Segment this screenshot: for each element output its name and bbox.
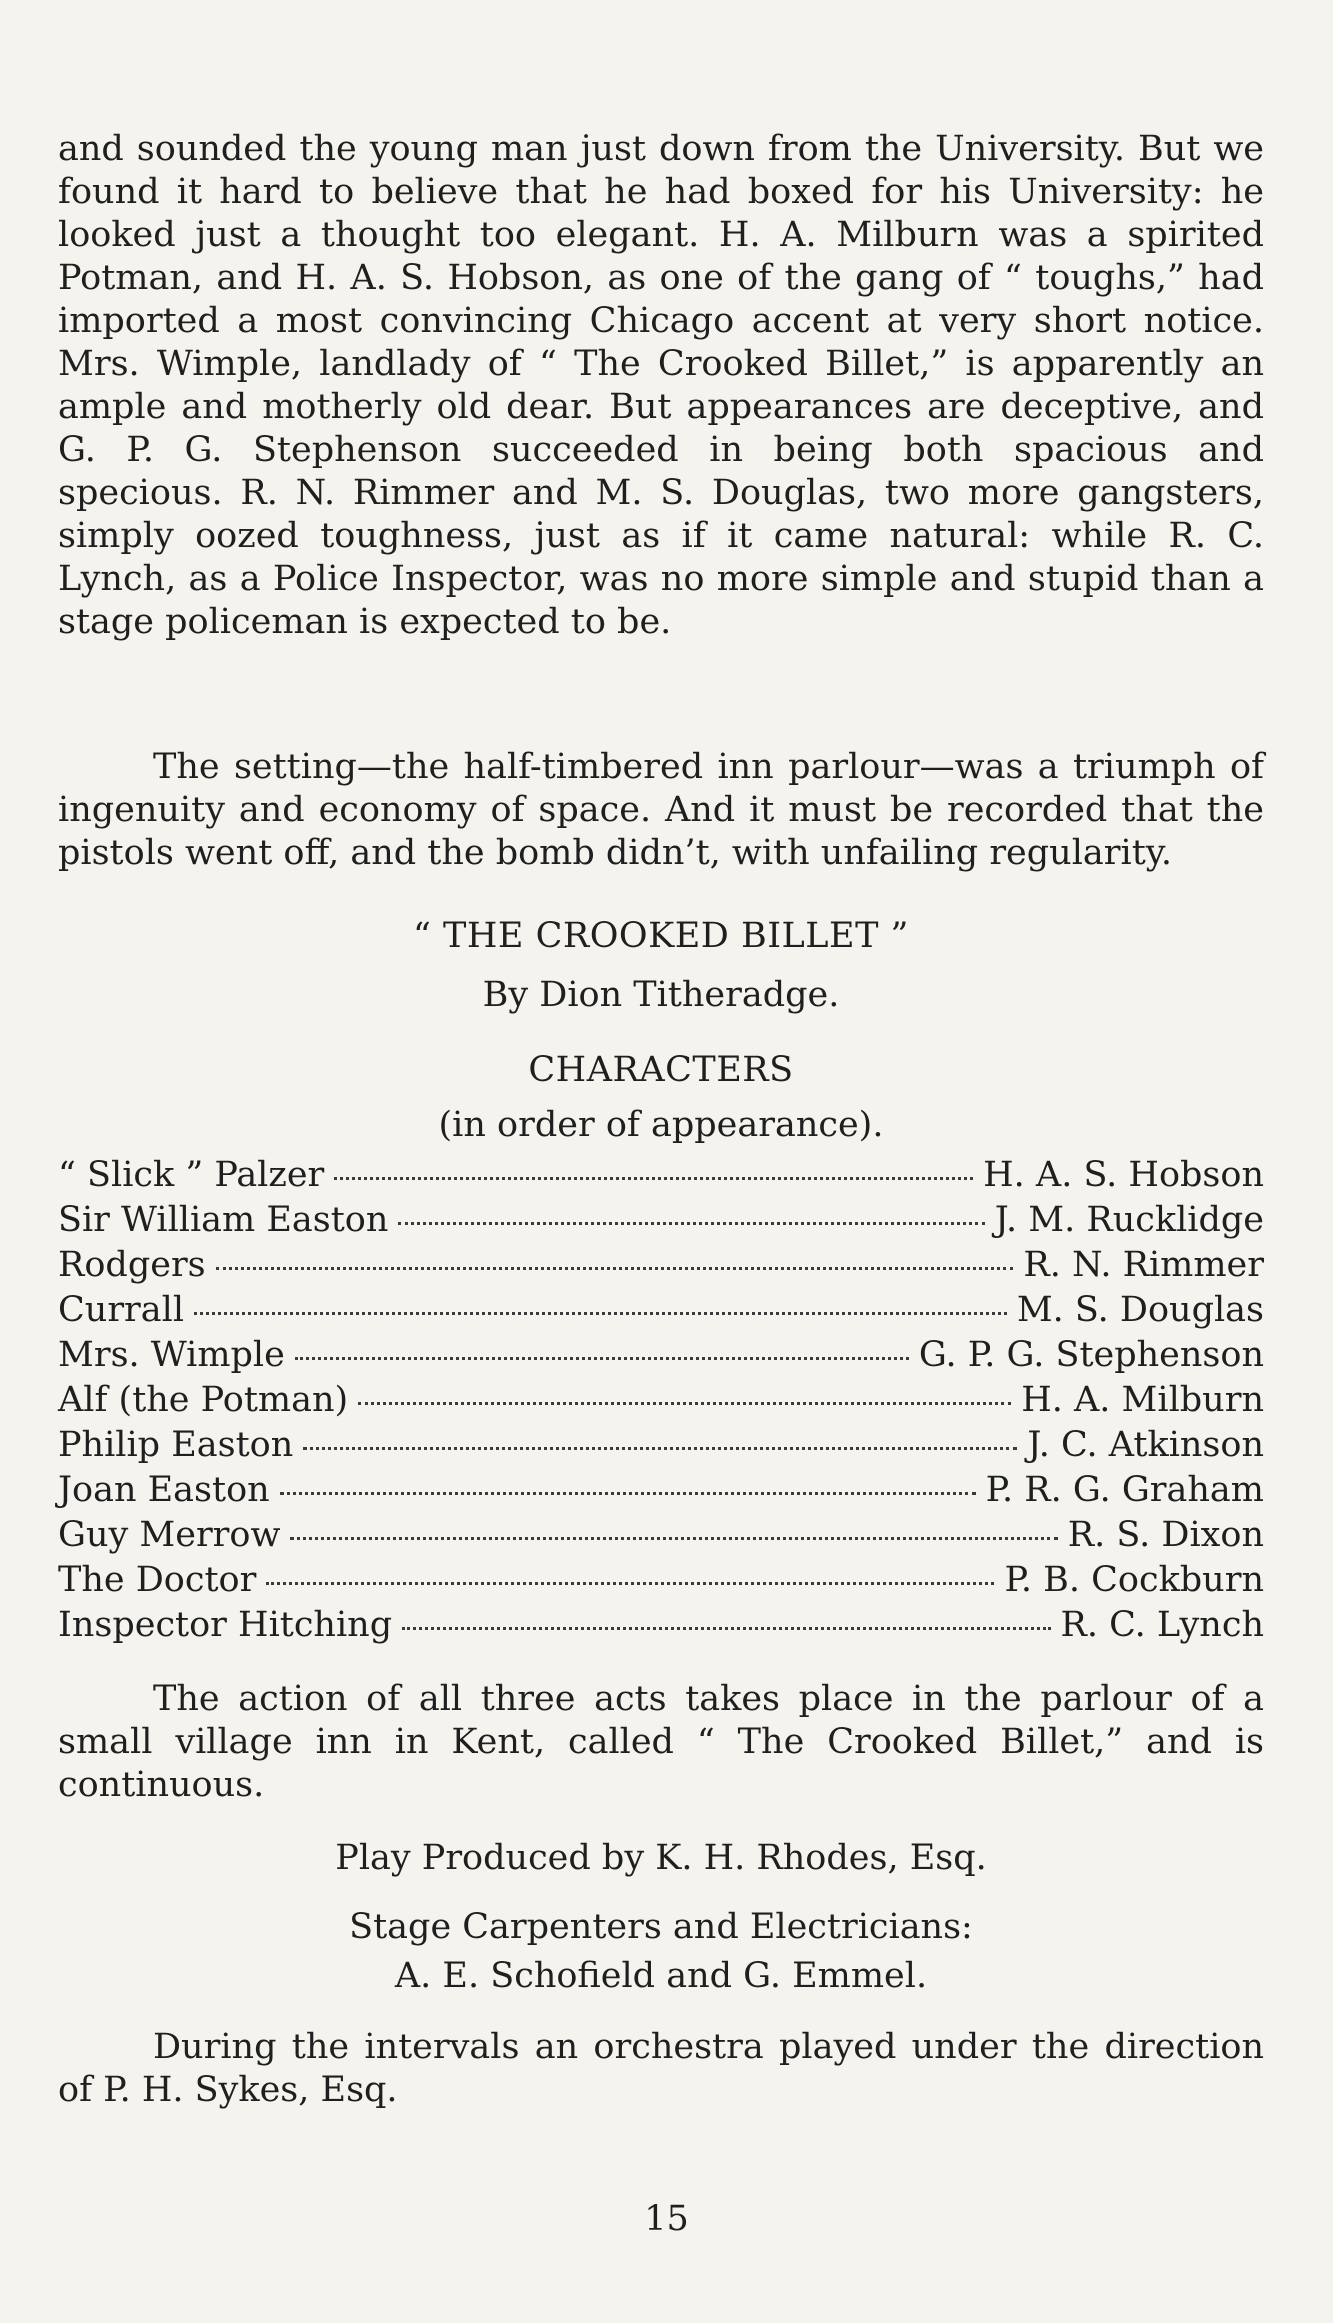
cast-role: Alf (the Potman)	[58, 1380, 349, 1420]
stage-crew-heading: Stage Carpenters and Electricians:	[349, 1907, 973, 1947]
paragraph-setting: The setting—the half-timbered inn parlour—was a triumph of ingenuity and economy of space. And it must be recorded that the pistols went off, and the bomb didn’t, with unfailing regularity.	[58, 747, 1264, 873]
cast-role: Currall	[58, 1290, 185, 1330]
cast-row	[58, 1198, 1264, 1243]
leader-dots	[290, 1537, 1057, 1540]
cast-row	[58, 1423, 1264, 1468]
leader-dots	[402, 1627, 1050, 1630]
cast-actor: P. R. G. Graham	[985, 1470, 1264, 1510]
cast-row	[58, 1513, 1264, 1558]
leader-dots	[303, 1447, 1017, 1450]
stage-crew-names: A. E. Schofield and G. Emmel.	[394, 1956, 928, 1996]
cast-row	[58, 1333, 1264, 1378]
cast-role: Mrs. Wimple	[58, 1335, 285, 1375]
cast-actor: H. A. S. Hobson	[983, 1155, 1264, 1195]
cast-role: Philip Easton	[58, 1425, 294, 1465]
paragraph-review-continued: and sounded the young man just down from the University. But we found it hard to believe that he had boxed for his University: he looked just a thought too elegant. H. A. Milburn was a spirited Potman, and H. A. S. Hobson, as one of the gang of “ toughs,” had imported a most convincing Chicago accent at very short notice. Mrs. Wimple, landlady of “ The Crooked Billet,” is apparently an ample and motherly old dear. But appearances are deceptive, and G. P. G. Stephenson succeeded in being both spacious and specious. R. N. Rimmer and M. S. Douglas, two more gangsters, simply oozed toughness, just as if it came natural: while R. C. Lynch, as a Police Inspector, was no more simple and stupid than a stage policeman is expected to be.	[58, 129, 1264, 642]
cast-role: Guy Merrow	[58, 1515, 281, 1555]
cast-role: Joan Easton	[58, 1470, 270, 1510]
paragraph-action: The action of all three acts takes place in the parlour of a small village inn in Kent, called “ The Crooked Billet,” and is continuous.	[58, 1679, 1264, 1805]
cast-role: The Doctor	[58, 1560, 257, 1600]
cast-actor: R. S. Dixon	[1067, 1515, 1264, 1555]
page-body	[58, 128, 1264, 2112]
leader-dots	[398, 1222, 984, 1225]
cast-role: “ Slick ” Palzer	[58, 1155, 325, 1195]
play-title: “ THE CROOKED BILLET ”	[413, 916, 909, 956]
cast-actor: R. N. Rimmer	[1023, 1245, 1264, 1285]
leader-dots	[358, 1402, 1011, 1405]
page-number: 15	[644, 2199, 689, 2239]
cast-row	[58, 1558, 1264, 1603]
order-note: (in order of appearance).	[438, 1105, 884, 1145]
play-author: By Dion Titheradge.	[482, 975, 840, 1015]
cast-role: Rodgers	[58, 1245, 206, 1285]
paragraph-orchestra: During the intervals an orchestra played under the direction of P. H. Sykes, Esq.	[58, 2027, 1264, 2110]
cast-actor: H. A. Milburn	[1021, 1380, 1264, 1420]
leader-dots	[266, 1582, 994, 1585]
cast-actor: J. C. Atkinson	[1027, 1425, 1264, 1465]
cast-role: Inspector Hitching	[58, 1605, 393, 1645]
cast-role: Sir William Easton	[58, 1200, 389, 1240]
producer-credit: Play Produced by K. H. Rhodes, Esq.	[335, 1838, 987, 1878]
characters-heading: CHARACTERS	[528, 1050, 794, 1090]
cast-row	[58, 1288, 1264, 1333]
cast-actor: G. P. G. Stephenson	[918, 1335, 1264, 1375]
cast-actor: P. B. Cockburn	[1004, 1560, 1264, 1600]
leader-dots	[334, 1177, 973, 1180]
cast-actor: R. C. Lynch	[1060, 1605, 1264, 1645]
leader-dots	[295, 1357, 909, 1360]
cast-row	[58, 1243, 1264, 1288]
leader-dots	[280, 1492, 976, 1495]
cast-actor: J. M. Rucklidge	[994, 1200, 1264, 1240]
cast-actor: M. S. Douglas	[1016, 1290, 1264, 1330]
cast-row	[58, 1153, 1264, 1198]
leader-dots	[194, 1312, 1007, 1315]
cast-list	[58, 1153, 1264, 1648]
cast-row	[58, 1468, 1264, 1513]
leader-dots	[216, 1267, 1014, 1270]
cast-row	[58, 1603, 1264, 1648]
cast-row	[58, 1378, 1264, 1423]
